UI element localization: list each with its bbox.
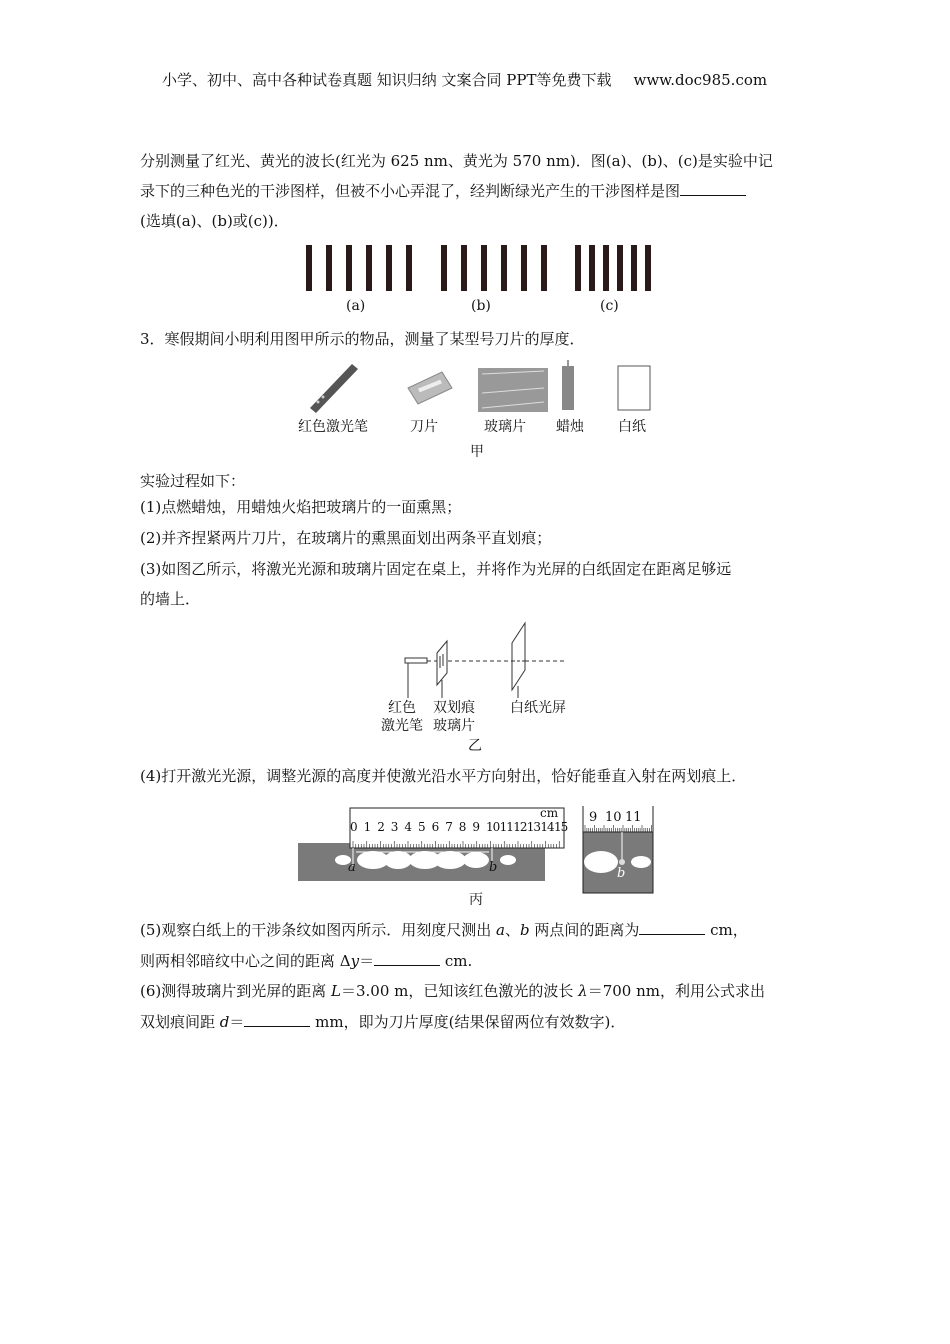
item-laser-pen: 红色激光笔 bbox=[298, 419, 368, 435]
label-screen: 白纸光屏 bbox=[510, 700, 566, 716]
ruler-tick-label: 7 bbox=[445, 820, 452, 834]
bright-fringe bbox=[463, 852, 489, 868]
ruler-tick-label: 11 bbox=[499, 820, 513, 834]
ruler-tick-label: 1 bbox=[363, 820, 371, 834]
label-glass-2: 玻璃片 bbox=[433, 718, 475, 734]
q3-intro: 3．寒假期间小明利用图甲所示的物品，测量了某型号刀片的厚度． bbox=[140, 330, 585, 348]
bright-fringe bbox=[384, 851, 412, 869]
ruler-tick-label: 4 bbox=[404, 820, 412, 834]
ruler-tick-label: 6 bbox=[431, 820, 439, 834]
item-paper: 白纸 bbox=[618, 419, 646, 435]
label-laser-1: 红色 bbox=[388, 700, 416, 716]
header-text: 小学、初中、高中各种试卷真题 知识归纳 文案合同 PPT等免费下载 bbox=[162, 71, 612, 89]
ruler-tick-label: 9 bbox=[472, 820, 480, 834]
ruler-tick-label: 0 bbox=[350, 820, 357, 834]
answer-blank-2[interactable] bbox=[639, 920, 705, 935]
zoom-tick-9: 9 bbox=[589, 810, 598, 825]
fringe-bar bbox=[406, 245, 412, 291]
fringe-bar bbox=[631, 245, 637, 291]
ruler-unit: cm bbox=[540, 806, 559, 820]
item-candle: 蜡烛 bbox=[556, 419, 584, 435]
fig-yi-caption: 乙 bbox=[468, 738, 482, 754]
text: ＝700 nm，利用公式求出 bbox=[587, 982, 765, 1000]
fringe-bar bbox=[541, 245, 547, 291]
step-2: (2)并齐捏紧两片刀片，在玻璃片的熏黑面划出两条平直划痕； bbox=[140, 529, 552, 547]
var-lambda: λ bbox=[578, 982, 588, 1000]
label-laser-2: 激光笔 bbox=[381, 718, 423, 734]
header-url[interactable]: www.doc985.com bbox=[633, 71, 768, 89]
fringe-bar bbox=[346, 245, 352, 291]
text: 则两相邻暗纹中心之间的距离 Δ bbox=[140, 952, 351, 970]
glass-plate-shape bbox=[437, 641, 447, 685]
bright-fringe bbox=[434, 851, 466, 869]
zoom-point-b: b bbox=[617, 866, 626, 881]
ruler-tick-label: 8 bbox=[458, 820, 466, 834]
fringe-bar bbox=[645, 245, 651, 291]
text: 双划痕间距 bbox=[140, 1013, 220, 1031]
process-heading: 实验过程如下： bbox=[140, 472, 246, 490]
var-d: d bbox=[219, 1013, 230, 1031]
step-3b: 的墙上． bbox=[140, 590, 201, 608]
fringe-bar bbox=[326, 245, 332, 291]
fig-jia-caption: 甲 bbox=[470, 444, 484, 460]
ruler-tick-label: 2 bbox=[377, 820, 384, 834]
var-b: b bbox=[520, 921, 530, 939]
candle-icon bbox=[562, 360, 574, 410]
ruler-tick-label: 15 bbox=[554, 820, 568, 834]
var-L: L bbox=[331, 982, 341, 1000]
text: 、 bbox=[504, 921, 520, 939]
fringe-bar bbox=[386, 245, 392, 291]
q2-line3: (选填(a)、(b)或(c))． bbox=[140, 212, 289, 230]
fig-bing-caption: 丙 bbox=[469, 892, 483, 908]
zoom-tick-10: 10 bbox=[605, 810, 622, 825]
var-y: y bbox=[350, 952, 360, 970]
text: (6)测得玻璃片到光屏的距离 bbox=[140, 982, 332, 1000]
step-6a bbox=[140, 981, 765, 1001]
fringe-bar bbox=[521, 245, 527, 291]
step-6b bbox=[140, 1012, 625, 1032]
text: 两点间的距离为 bbox=[529, 921, 640, 939]
ruler-tick-label: 5 bbox=[418, 820, 425, 834]
fringe-bar bbox=[575, 245, 581, 291]
step-1: (1)点燃蜡烛，用蜡烛火焰把玻璃片的一面熏黑； bbox=[140, 498, 462, 516]
answer-blank-3[interactable] bbox=[374, 951, 440, 966]
q2-line2 bbox=[140, 181, 746, 201]
fringe-bar bbox=[306, 245, 312, 291]
step-5a bbox=[140, 920, 748, 940]
fringe-bar bbox=[603, 245, 609, 291]
var-a: a bbox=[496, 921, 505, 939]
point-b: b bbox=[489, 860, 498, 875]
fig-label-c: (c) bbox=[600, 298, 619, 314]
label-glass-1: 双划痕 bbox=[433, 700, 475, 716]
ruler-tick-label: 12 bbox=[513, 820, 527, 834]
step-4: (4)打开激光光源，调整光源的高度并使激光沿水平方向射出，恰好能垂直入射在两划痕上． bbox=[140, 767, 747, 785]
answer-blank-4[interactable] bbox=[244, 1012, 310, 1027]
fringe-bar bbox=[481, 245, 487, 291]
ruler-tick-label: 10 bbox=[486, 820, 500, 834]
text: ＝3.00 m，已知该红色激光的波长 bbox=[341, 982, 579, 1000]
point-a: a bbox=[348, 860, 356, 875]
fringe-bar bbox=[366, 245, 372, 291]
laser-pen-shape bbox=[405, 658, 427, 663]
text: cm， bbox=[705, 921, 748, 939]
step-5b bbox=[140, 951, 472, 971]
q2-line2-text: 录下的三种色光的干涉图样，但被不小心弄混了，经判断绿光产生的干涉图样是图 bbox=[140, 182, 681, 200]
text: ＝ bbox=[359, 952, 375, 970]
text: mm，即为刀片厚度(结果保留两位有效数字)． bbox=[310, 1013, 626, 1031]
text: ＝ bbox=[229, 1013, 245, 1031]
white-paper-icon bbox=[618, 366, 650, 410]
step-3a: (3)如图乙所示，将激光光源和玻璃片固定在桌上，并将作为光屏的白纸固定在距离足够远 bbox=[140, 560, 732, 578]
screen-shape bbox=[512, 623, 525, 690]
fringe-bar bbox=[617, 245, 623, 291]
item-glass: 玻璃片 bbox=[484, 419, 526, 435]
fringe-bar bbox=[461, 245, 467, 291]
page-header bbox=[162, 69, 767, 90]
fringe-bar bbox=[589, 245, 595, 291]
fringe-bar bbox=[501, 245, 507, 291]
ruler-tick-label: 3 bbox=[390, 820, 398, 834]
label-s: s bbox=[420, 847, 427, 862]
fig-label-b: (b) bbox=[471, 298, 491, 314]
ruler-tick-label: 13 bbox=[526, 820, 541, 834]
q2-line1: 分别测量了红光、黄光的波长(红光为 625 nm、黄光为 570 nm)．图(a)、(b)、(c)是实验中记 bbox=[140, 152, 773, 170]
laser-pen-icon bbox=[310, 364, 358, 413]
answer-blank-1[interactable] bbox=[680, 181, 746, 196]
text: (5)观察白纸上的干涉条纹如图丙所示．用刻度尺测出 bbox=[140, 921, 497, 939]
item-blade: 刀片 bbox=[410, 419, 438, 435]
setup-diagram bbox=[370, 618, 570, 698]
objects-figure bbox=[300, 358, 660, 414]
zoom-tick-11: 11 bbox=[625, 810, 642, 825]
glass-plate-icon bbox=[478, 368, 548, 412]
ruler-tick-label: 14 bbox=[540, 820, 554, 834]
text: cm. bbox=[440, 952, 473, 970]
fig-label-a: (a) bbox=[346, 298, 366, 314]
fringe-bar bbox=[441, 245, 447, 291]
bright-fringe bbox=[500, 855, 516, 865]
razor-blade-icon bbox=[408, 372, 452, 404]
